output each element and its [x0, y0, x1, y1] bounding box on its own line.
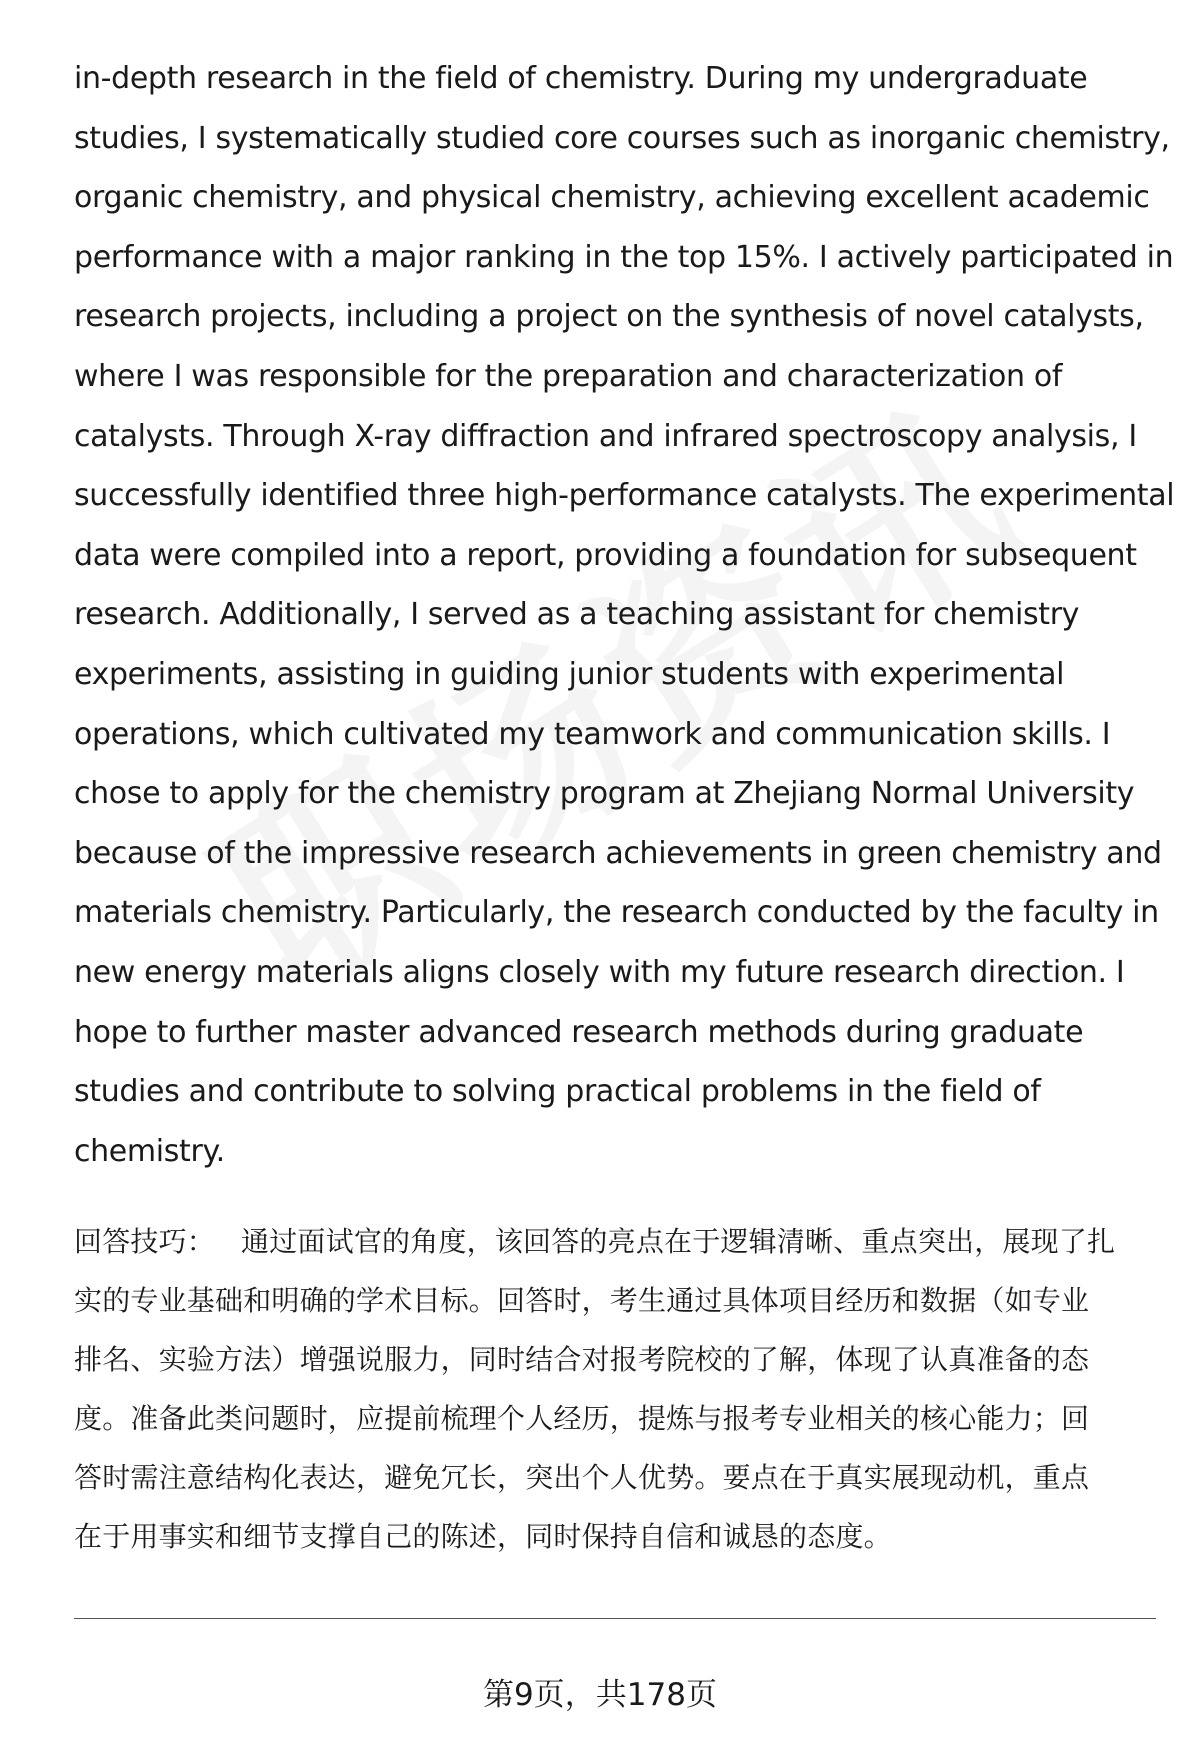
body-line: research projects, including a project on the synthesis of novel catalysts,	[74, 299, 1144, 335]
tip-line: 度。准备此类问题时，应提前梳理个人经历，提炼与报考专业相关的核心能力；回	[74, 1402, 1090, 1435]
body-line: catalysts. Through X-ray diffraction and infrared spectroscopy analysis, I	[74, 418, 1137, 454]
body-line: studies and contribute to solving practical problems in the field of	[74, 1074, 1041, 1110]
body-line: chose to apply for the chemistry program at Zhejiang Normal University	[74, 776, 1135, 812]
body-line: studies, I systematically studied core courses such as inorganic chemistry,	[74, 120, 1170, 156]
body-line: experiments, assisting in guiding junior students with experimental	[74, 656, 1065, 692]
tip-first-line: 通过面试官的角度，该回答的亮点在于逻辑清晰、重点突出，展现了扎	[241, 1225, 1116, 1258]
tip-line: 排名、实验方法）增强说服力，同时结合对报考院校的了解，体现了认真准备的态	[74, 1343, 1090, 1376]
body-line: successfully identified three high-performance catalysts. The experimental	[74, 478, 1175, 514]
body-line: performance with a major ranking in the top 15%. I actively participated in	[74, 239, 1174, 275]
tip-line: 在于用事实和细节支撑自己的陈述，同时保持自信和诚恳的态度。	[74, 1520, 892, 1553]
tip-line: 答时需注意结构化表达，避免冗长，突出个人优势。要点在于真实展现动机，重点	[74, 1461, 1090, 1494]
body-line: research. Additionally, I served as a teaching assistant for chemistry	[74, 597, 1080, 633]
body-line: new energy materials aligns closely with my future research direction. I	[74, 954, 1125, 990]
answer-tip-section	[74, 1212, 1154, 1566]
tip-line: 实的专业基础和明确的学术目标。回答时，考生通过具体项目经历和数据（如专业	[74, 1284, 1090, 1317]
body-line: hope to further master advanced research methods during graduate	[74, 1014, 1084, 1050]
body-line: data were compiled into a report, providing a foundation for subsequent	[74, 537, 1137, 573]
body-line: materials chemistry. Particularly, the research conducted by the faculty in	[74, 895, 1159, 931]
answer-body	[74, 49, 1175, 1181]
body-line: operations, which cultivated my teamwork and communication skills. I	[74, 716, 1111, 752]
body-line: organic chemistry, and physical chemistry, achieving excellent academic	[74, 180, 1150, 216]
tip-label: 回答技巧：	[74, 1225, 216, 1258]
body-line: in-depth research in the field of chemistry. During my undergraduate	[74, 61, 1088, 96]
tip-line	[74, 1212, 1154, 1271]
body-line: where I was responsible for the preparation and characterization of	[74, 358, 1063, 394]
page-number: 第9页，共178页	[483, 1677, 717, 1713]
body-line: because of the impressive research achievements in green chemistry and	[74, 835, 1162, 871]
body-line: chemistry.	[74, 1133, 225, 1169]
footer-divider	[74, 1618, 1156, 1619]
